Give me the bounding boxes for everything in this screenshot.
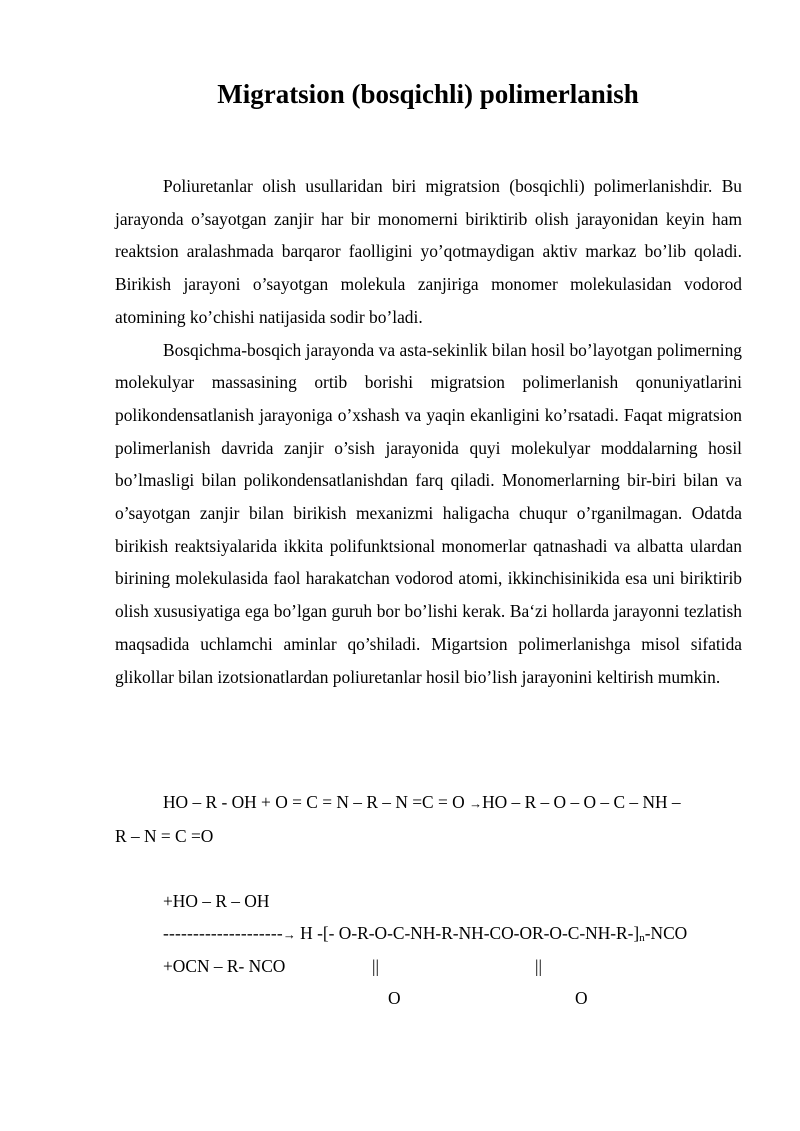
- equation-1-left: HO – R - OH + O = C = N – R – N =C = O: [163, 792, 465, 812]
- carbonyl-bond-2: ||: [535, 956, 542, 976]
- equation-1-line-2: R – N = C =O: [115, 826, 214, 846]
- paragraph-2: Bosqichma-bosqich jarayonda va asta-sekinlik bilan hosil bo’layotgan polimerning molekulyar massasining ortib borishi migratsion polimerlanish qonuniyatlarini polikondensatlanish jarayoniga o’xshash va yaqin ekanligini ko’rsatadi. Faqat migratsion polimerlanish davrida zanjir o’sish jarayonida quyi molekulyar moddalarning hosil bo’lmasligi bilan polikondensatlanishdan farq qiladi. Monomerlarning bir-biri bilan va o’sayotgan zanjir bilan birikish mexanizmi haligacha chuqur o’rganilmagan. Odatda birikish reaktsiyalarida ikkita polifunktsional monomerlar qatnashadi va albatta ulardan birining molekulasida faol harakatchan vodorod atomi, ikkinchisinikida esa uni biriktirib olish xususiyatiga ega bo’lgan guruh bor bo’lishi kerak. Ba‘zi hollarda jarayonni tezlatish maqsadida uchlamchi aminlar qo’shiladi. Migartsion polimerlanishga misol sifatida glikollar bilan izotsionatlardan poliuretanlar hosil bio’lish jarayonini keltirish mumkin.: [115, 339, 742, 687]
- equation-2-dashes: --------------------: [163, 923, 283, 943]
- carbonyl-oxygen-1: O: [388, 988, 401, 1008]
- equation-2-product-prefix: H -[- O-R-O-C-NH-R-NH-CO-OR-O-C-NH-R-]: [295, 923, 640, 943]
- equation-2-reactant-1: +HO – R – OH: [163, 891, 270, 911]
- equation-1-arrow: →: [469, 796, 483, 811]
- carbonyl-oxygen-2: O: [575, 988, 588, 1008]
- document-title: Migratsion (bosqichli) polimerlanish: [217, 79, 639, 109]
- document-body: [115, 170, 742, 693]
- equation-2-reactant-2: +OCN – R- NCO: [163, 956, 286, 976]
- equation-2-product-suffix: -NCO: [644, 923, 688, 943]
- equation-1: [115, 786, 755, 853]
- equation-2-arrow: →: [282, 927, 296, 942]
- equation-2-subscript: n: [639, 932, 645, 944]
- equation-1-right: HO – R – O – O – C – NH –: [482, 792, 681, 812]
- equation-1-line-1: [115, 786, 755, 820]
- equation-2-product-line: [163, 917, 687, 951]
- carbonyl-bond-1: ||: [372, 956, 379, 976]
- paragraph-1: Poliuretanlar olish usullaridan biri migratsion (bosqichli) polimerlanishdir. Bu jarayonda o’sayotgan zanjir har bir monomerni biriktirib olish jarayonidan keyin ham reaktsion aralashmada barqaror faolligini yo’qotmaydigan aktiv markaz bo’lib qoladi. Birikish jarayoni o’sayotgan molekula zanjiriga monomer molekulasidan vodorod atomining ko’chishi natijasida sodir bo’ladi.: [115, 176, 742, 327]
